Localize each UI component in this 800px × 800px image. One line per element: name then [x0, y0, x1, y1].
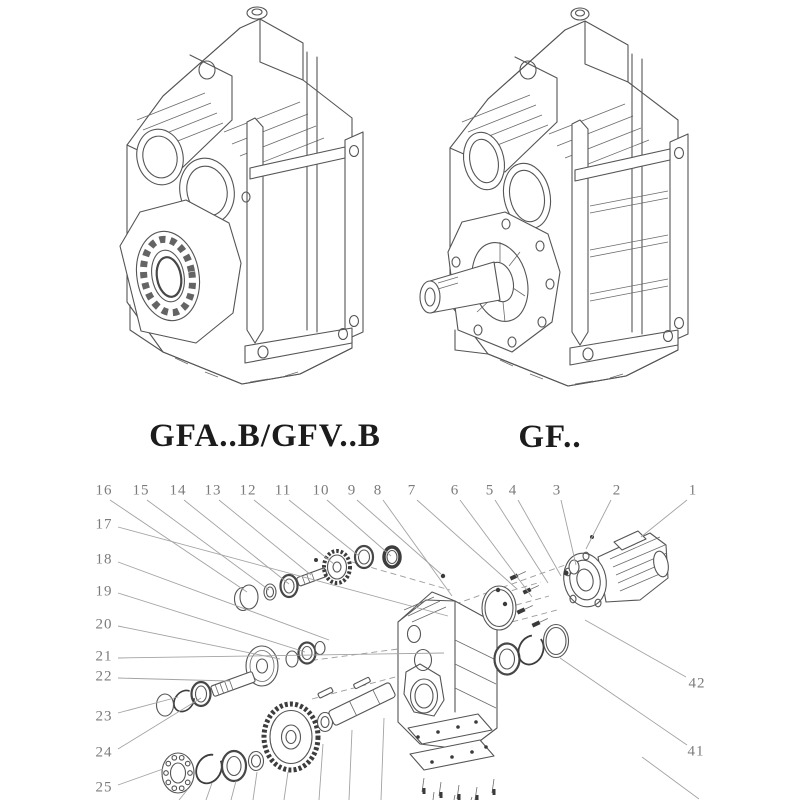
callout-9: 9	[347, 482, 357, 499]
callout-11: 11	[274, 482, 292, 499]
housing	[398, 592, 497, 800]
housing-bolts	[422, 778, 496, 800]
callout-12: 12	[239, 482, 257, 499]
callout-42: 42	[688, 675, 706, 692]
callout-8: 8	[373, 482, 383, 499]
callout-14: 14	[169, 482, 187, 499]
callout-1: 1	[688, 482, 698, 499]
output-shaft	[328, 682, 396, 726]
left-figure-caption: GFA..B/GFV..B	[149, 418, 381, 454]
callout-23: 23	[95, 708, 113, 725]
bearing	[495, 644, 520, 675]
bearing	[299, 643, 316, 664]
callout-3: 3	[552, 482, 562, 499]
intermediate-shaft-assembly	[157, 642, 326, 717]
splined-shaft	[210, 671, 255, 697]
callout-24: 24	[95, 744, 113, 761]
gf-gearbox-drawing	[420, 8, 688, 386]
callout-17: 17	[95, 516, 113, 533]
callout-4: 4	[508, 482, 518, 499]
callout-2: 2	[612, 482, 622, 499]
gfab-gearbox-drawing	[120, 7, 363, 384]
bearing	[222, 751, 246, 781]
callout-7: 7	[407, 482, 417, 499]
shaft-key	[353, 677, 370, 689]
motor	[559, 531, 671, 611]
bearing	[281, 575, 298, 597]
callout-18: 18	[95, 551, 113, 568]
input-shaft-assembly	[235, 546, 446, 611]
shaft-key	[318, 687, 334, 698]
callout-15: 15	[132, 482, 150, 499]
callout-13: 13	[204, 482, 222, 499]
callout-22: 22	[95, 668, 113, 685]
flange-gasket	[482, 586, 516, 630]
callout-20: 20	[95, 616, 113, 633]
right-figure-caption: GF..	[518, 419, 582, 455]
callout-10: 10	[312, 482, 330, 499]
seal-ring	[544, 625, 569, 658]
callout-21: 21	[95, 648, 113, 665]
ball-bearing	[162, 753, 194, 793]
callout-41: 41	[687, 743, 705, 760]
large-gear	[264, 704, 318, 770]
callout-5: 5	[485, 482, 495, 499]
callout-25: 25	[95, 779, 113, 796]
callout-6: 6	[450, 482, 460, 499]
callout-19: 19	[95, 583, 113, 600]
bearing	[355, 546, 373, 568]
exploded-parts-diagram	[110, 500, 699, 800]
callout-16: 16	[95, 482, 113, 499]
